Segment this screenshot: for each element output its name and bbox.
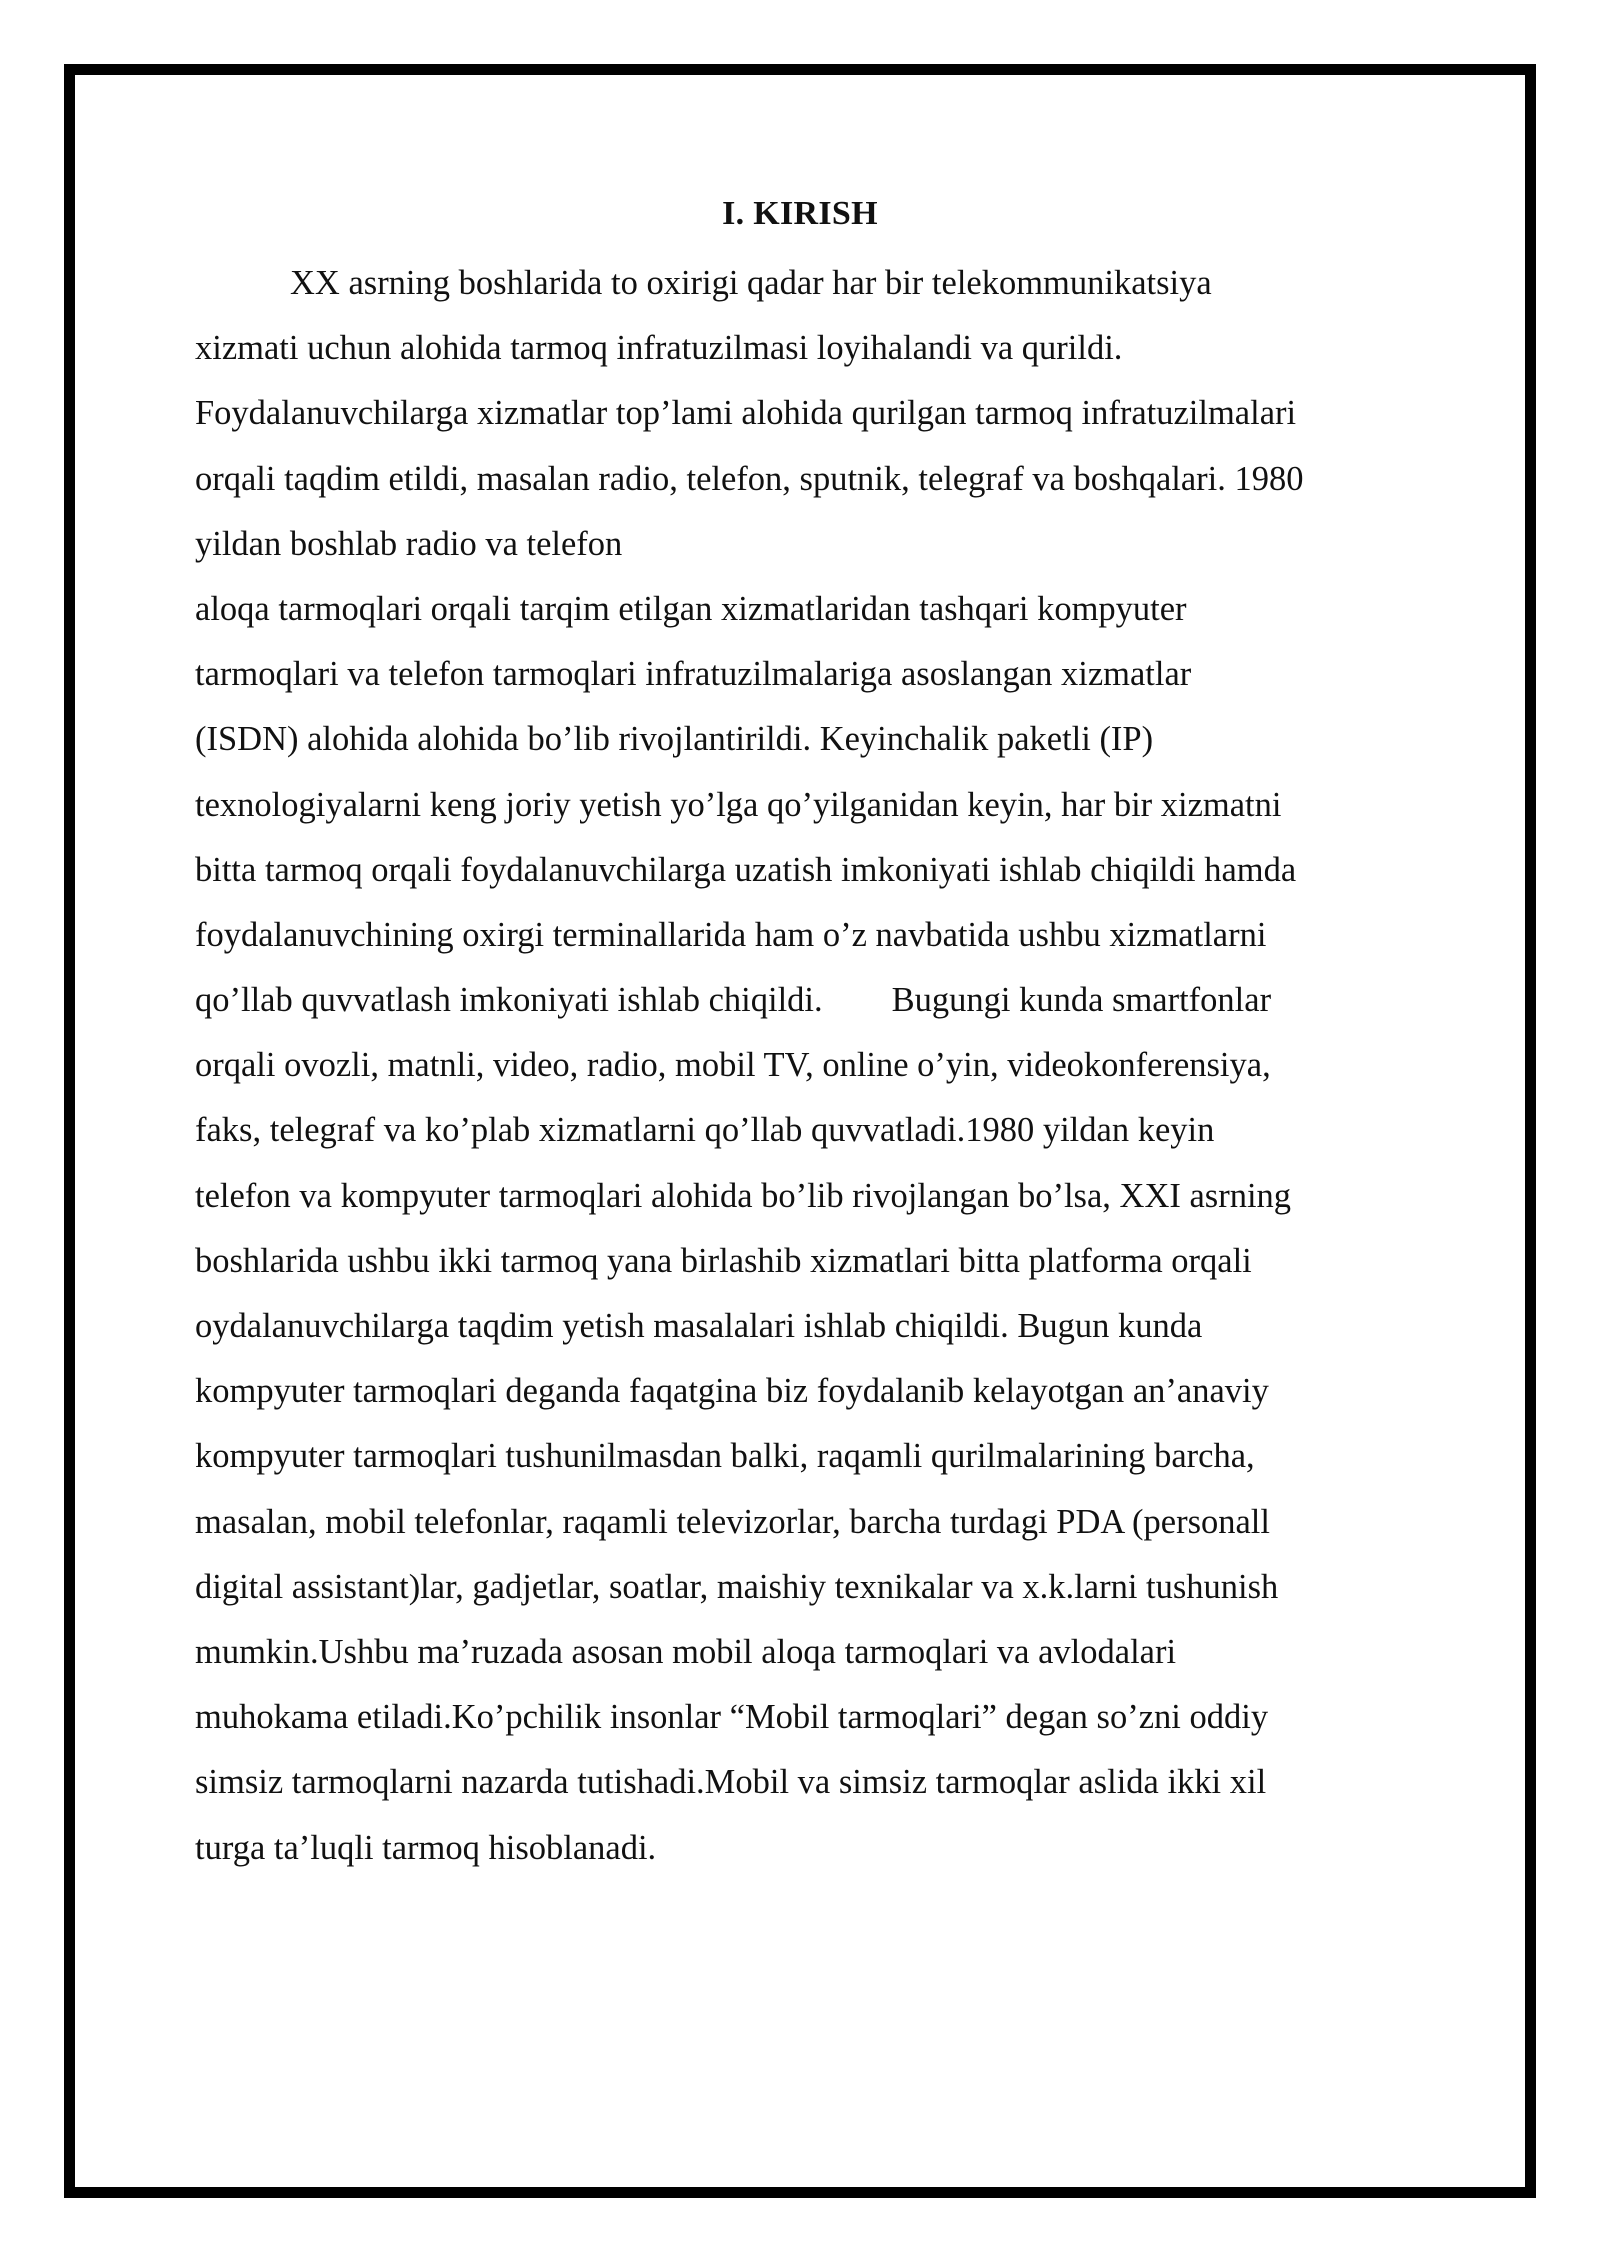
section-title: I. KIRISH — [722, 195, 878, 232]
text-line: orqali taqdim etildi, masalan radio, telefon, sputnik, telegraf va boshqalari. 1980 — [195, 459, 1304, 498]
text-line: (ISDN) alohida alohida bo’lib rivojlantirildi. Keyinchalik paketli (IP) — [195, 720, 1154, 759]
text-line: qo’llab quvvatlash imkoniyati ishlab chiqildi. Bugungi kunda smartfonlar — [195, 981, 1272, 1020]
text-line: faks, telegraf va ko’plab xizmatlarni qo’llab quvvatladi.1980 yildan keyin — [195, 1111, 1215, 1150]
text-line: turga ta’luqli tarmoq hisoblanadi. — [195, 1828, 657, 1867]
text-line: XX asrning boshlarida to oxirigi qadar har bir telekommunikatsiya — [290, 264, 1212, 302]
text-line: kompyuter tarmoqlari tushunilmasdan balki, raqamli qurilmalarining barcha, — [195, 1437, 1255, 1476]
text-line: Foydalanuvchilarga xizmatlar top’lami alohida qurilgan tarmoq infratuzilmalari — [195, 394, 1297, 433]
text-line: oydalanuvchilarga taqdim yetish masalalari ishlab chiqildi. Bugun kunda — [195, 1307, 1203, 1345]
text-line: foydalanuvchining oxirgi terminallarida ham o’z navbatida ushbu xizmatlarni — [195, 915, 1267, 954]
text-line: aloqa tarmoqlari orqali tarqim etilgan xizmatlaridan tashqari kompyuter — [195, 589, 1187, 628]
text-line: simsiz tarmoqlarni nazarda tutishadi.Mobil va simsiz tarmoqlar aslida ikki xil — [195, 1763, 1267, 1802]
text-line: telefon va kompyuter tarmoqlari alohida bo’lib rivojlangan bo’lsa, XXI asrning — [195, 1176, 1292, 1215]
text-line: kompyuter tarmoqlari deganda faqatgina biz foydalanib kelayotgan an’anaviy — [195, 1372, 1269, 1411]
text-line: yildan boshlab radio va telefon — [195, 524, 623, 563]
body-text — [195, 258, 1425, 1888]
text-line: bitta tarmoq orqali foydalanuvchilarga uzatish imkoniyati ishlab chiqildi hamda — [195, 850, 1297, 889]
text-line: texnologiyalarni keng joriy yetish yo’lga qo’yilganidan keyin, har bir xizmatni — [195, 785, 1282, 824]
text-line: boshlarida ushbu ikki tarmoq yana birlashib xizmatlari bitta platforma orqali — [195, 1241, 1252, 1280]
text-line: orqali ovozli, matnli, video, radio, mobil TV, online o’yin, videokonferensiya, — [195, 1046, 1271, 1085]
text-line: mumkin.Ushbu ma’ruzada asosan mobil aloqa tarmoqlari va avlodalari — [195, 1632, 1177, 1671]
text-line: tarmoqlari va telefon tarmoqlari infratuzilmalariga asoslangan xizmatlar — [195, 655, 1192, 694]
text-line: xizmati uchun alohida tarmoq infratuzilmasi loyihalandi va qurildi. — [195, 329, 1123, 368]
text-line: muhokama etiladi.Ko’pchilik insonlar “Mobil tarmoqlari” degan so’zni oddiy — [195, 1698, 1269, 1737]
text-line: masalan, mobil telefonlar, raqamli televizorlar, barcha turdagi PDA (personall — [195, 1502, 1270, 1541]
text-line: digital assistant)lar, gadjetlar, soatlar, maishiy texnikalar va x.k.larni tushunish — [195, 1567, 1279, 1606]
